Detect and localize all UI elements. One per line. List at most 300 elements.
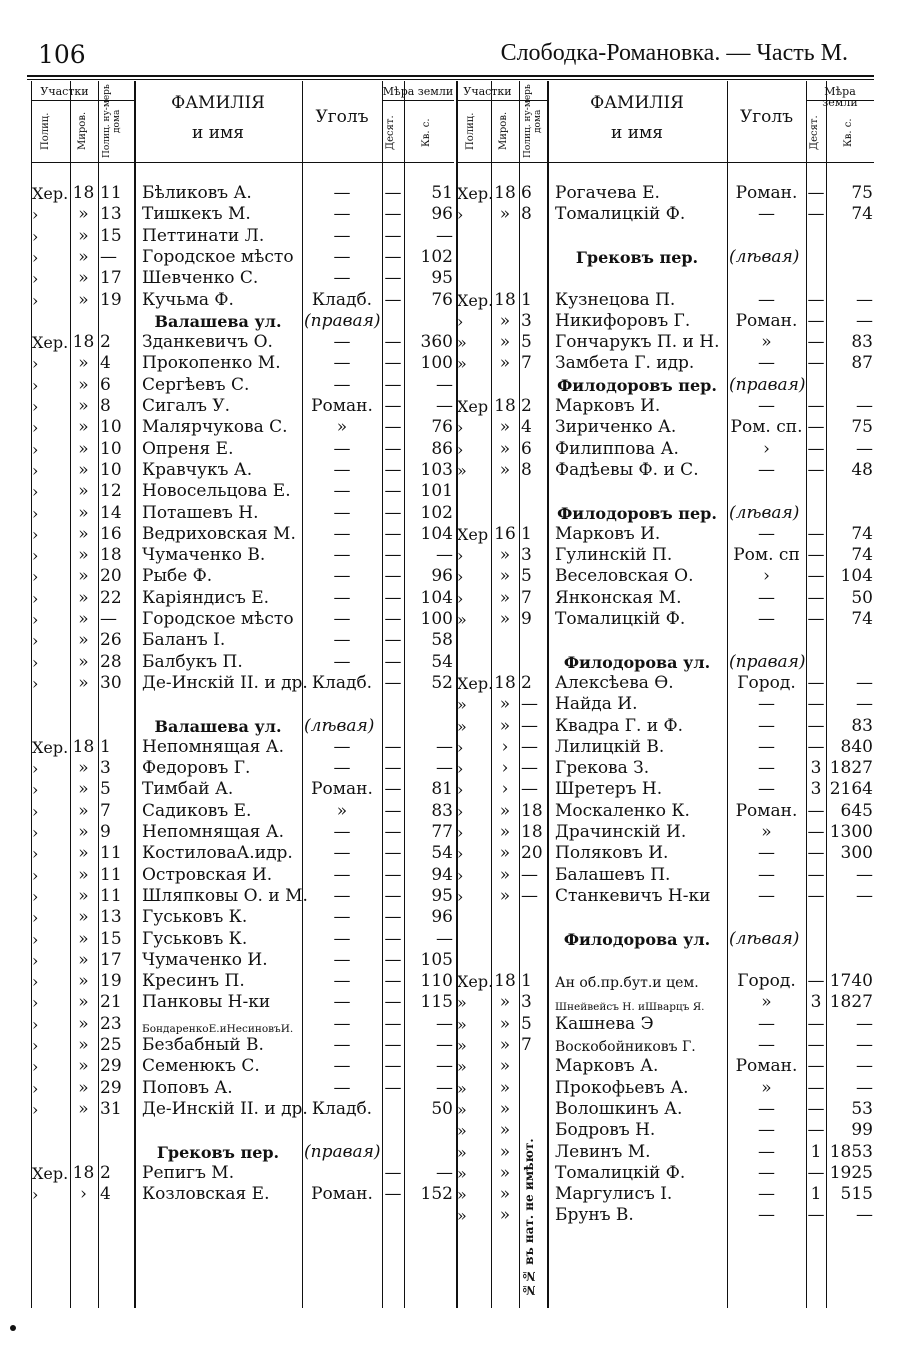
police-district: › xyxy=(457,865,464,885)
house-number: 9 xyxy=(100,822,111,842)
corner-value: › xyxy=(763,566,770,587)
resident-name: Поташевъ Н. xyxy=(142,502,259,523)
house-number: 22 xyxy=(100,587,122,608)
corner-value: — xyxy=(333,502,351,523)
corner-value: — xyxy=(758,864,775,885)
corner-value: Роман. xyxy=(735,800,798,821)
police-district: › xyxy=(32,1014,39,1034)
corner-value: » xyxy=(761,822,772,842)
resident-name: Фадѣевы Ф. и С. xyxy=(555,459,699,480)
police-district: Хер. xyxy=(457,184,494,203)
desyatina-value: — xyxy=(384,396,402,416)
left-header-uchastki: Участки xyxy=(40,85,89,98)
left-section-title: Валашева ул. xyxy=(154,716,282,736)
magistrate-district: » xyxy=(499,204,511,225)
desyatina-value: — xyxy=(807,715,825,736)
resident-name: Прокофьевъ А. xyxy=(555,1077,689,1098)
magistrate-district: » xyxy=(499,694,511,715)
corner-value: — xyxy=(333,630,351,651)
magistrate-district: » xyxy=(78,545,89,566)
sq-sazhen-value: — xyxy=(436,758,453,779)
resident-name: Поповъ А. xyxy=(142,1077,233,1098)
resident-name: Ведриховская М. xyxy=(142,523,296,544)
house-number: 19 xyxy=(100,971,122,992)
resident-name: Шевченко С. xyxy=(142,268,259,289)
right-column-rule xyxy=(519,81,520,1308)
sq-sazhen-value: 1853 xyxy=(829,1141,873,1162)
right-header-desyat: Десят. xyxy=(809,115,820,151)
sq-sazhen-value: — xyxy=(436,1077,453,1098)
resident-name: Бѣликовъ А. xyxy=(142,183,252,203)
desyatina-value: — xyxy=(807,822,825,842)
corner-value: — xyxy=(333,268,351,289)
resident-name: Балбукъ П. xyxy=(142,651,243,672)
police-district: › xyxy=(32,226,39,246)
house-number: 11 xyxy=(100,885,122,906)
sq-sazhen-value: — xyxy=(856,289,873,310)
page-header xyxy=(0,40,900,72)
house-number: 7 xyxy=(100,800,111,821)
corner-value: — xyxy=(333,1077,351,1098)
sq-sazhen-value: 52 xyxy=(431,672,453,693)
resident-name: Веселовская О. xyxy=(555,566,694,587)
police-district: Хер. xyxy=(32,737,69,757)
resident-name: Островская И. xyxy=(142,864,273,885)
desyatina-value: — xyxy=(384,1077,402,1098)
police-district: Хер xyxy=(457,524,489,544)
corner-value: — xyxy=(333,204,351,225)
house-number: 5 xyxy=(521,332,532,353)
desyatina-value: — xyxy=(807,800,825,821)
sq-sazhen-value: 104 xyxy=(840,566,873,587)
resident-name: Прокопенко М. xyxy=(142,353,281,374)
resident-name: Томалицкій Ф. xyxy=(555,204,686,225)
desyatina-value: — xyxy=(384,928,402,949)
house-number: — xyxy=(521,758,538,779)
left-section-title: Валашева ул. xyxy=(154,311,282,331)
corner-value: » xyxy=(761,332,772,353)
police-district: › xyxy=(32,418,39,438)
police-district: » xyxy=(457,993,467,1013)
house-number: — xyxy=(521,779,538,800)
right-header-polits: Полиц. xyxy=(465,112,476,150)
magistrate-district: » xyxy=(78,396,89,416)
police-district: › xyxy=(32,290,39,310)
house-number: 18 xyxy=(100,545,122,566)
desyatina-value: — xyxy=(384,1056,402,1077)
resident-name: Кравчукъ А. xyxy=(142,459,253,480)
police-district: › xyxy=(32,759,39,779)
desyatina-value: — xyxy=(807,353,825,374)
desyatina-value: — xyxy=(807,183,825,203)
house-number: — xyxy=(521,736,538,757)
desyatina-value: — xyxy=(384,864,402,885)
sq-sazhen-value: 50 xyxy=(851,587,873,608)
resident-name: Кузнецова П. xyxy=(555,289,676,310)
house-number: 8 xyxy=(100,396,111,416)
desyatina-value: — xyxy=(384,736,402,757)
desyatina-value: — xyxy=(384,907,402,928)
police-district: Хер. xyxy=(457,290,494,310)
police-district: › xyxy=(32,865,39,885)
sq-sazhen-value: 1740 xyxy=(829,971,873,992)
resident-name: Городское мѣсто xyxy=(142,609,294,629)
magistrate-district: » xyxy=(78,353,89,374)
sq-sazhen-value: 95 xyxy=(431,885,453,906)
police-district: › xyxy=(32,546,39,566)
police-district: » xyxy=(457,695,467,715)
desyatina-value: — xyxy=(384,822,402,842)
police-district: › xyxy=(32,205,39,225)
desyatina-value: — xyxy=(384,523,402,544)
desyatina-value: — xyxy=(384,949,402,970)
corner-value: » xyxy=(761,992,772,1013)
resident-name: Рогачева Е. xyxy=(555,183,660,203)
police-district: › xyxy=(32,823,39,842)
sq-sazhen-value: 76 xyxy=(431,417,453,438)
desyatina-value: — xyxy=(384,779,402,800)
house-number: — xyxy=(100,246,117,267)
corner-value: — xyxy=(758,289,775,310)
magistrate-district: » xyxy=(499,332,511,353)
sq-sazhen-value: 83 xyxy=(431,800,453,821)
resident-name: Опреня Е. xyxy=(142,438,234,459)
police-district: › xyxy=(32,780,39,800)
corner-value: — xyxy=(333,523,351,544)
sq-sazhen-value: 95 xyxy=(431,268,453,289)
corner-value: » xyxy=(336,800,348,821)
corner-value: — xyxy=(333,907,351,928)
corner-value: — xyxy=(333,758,351,779)
desyatina-value: — xyxy=(384,1035,402,1055)
magistrate-district: » xyxy=(78,800,89,821)
desyatina-value: — xyxy=(807,1162,825,1183)
resident-name: Репигъ М. xyxy=(142,1162,235,1183)
police-district: » xyxy=(457,1121,467,1141)
corner-value: — xyxy=(333,246,351,267)
right-section-side: (правая) xyxy=(729,374,806,395)
magistrate-district: » xyxy=(78,1077,89,1098)
corner-value: — xyxy=(758,523,775,544)
magistrate-district: » xyxy=(78,587,89,608)
magistrate-district: » xyxy=(499,1184,511,1205)
house-number: 2 xyxy=(521,396,532,416)
sq-sazhen-value: 76 xyxy=(431,289,453,310)
corner-value: Роман. xyxy=(311,779,373,800)
corner-value: Ром. сп. xyxy=(730,417,803,438)
corner-value: — xyxy=(758,1098,775,1119)
police-district: › xyxy=(457,844,464,864)
police-district: › xyxy=(32,631,39,651)
magistrate-district: » xyxy=(499,992,511,1013)
resident-name: Никифоровъ Г. xyxy=(555,310,691,331)
sq-sazhen-value: 110 xyxy=(420,971,453,992)
resident-name: Панковы Н-ки xyxy=(142,992,271,1013)
desyatina-value: — xyxy=(807,1205,825,1226)
police-district: › xyxy=(32,993,39,1013)
house-number: 12 xyxy=(100,481,122,502)
sq-sazhen-value: 102 xyxy=(420,246,453,267)
house-number: 29 xyxy=(100,1077,122,1098)
sq-sazhen-value: 81 xyxy=(431,779,453,800)
police-district: › xyxy=(457,759,464,779)
right-header-house-number: Полиц. ну-мерь дома xyxy=(523,84,543,158)
sq-sazhen-value: 99 xyxy=(851,1120,873,1141)
sq-sazhen-value: 96 xyxy=(431,566,453,587)
magistrate-district: » xyxy=(78,1056,89,1077)
magistrate-district: › xyxy=(80,1184,87,1205)
right-section-title: Филодоровъ пер. xyxy=(557,375,717,395)
police-district: › xyxy=(32,801,39,821)
resident-name: Балашевъ П. xyxy=(555,864,671,885)
corner-value: — xyxy=(333,374,351,395)
house-number: 3 xyxy=(521,992,532,1013)
magistrate-district: » xyxy=(78,822,89,842)
resident-name: Гулинскій П. xyxy=(555,545,673,566)
house-number: 7 xyxy=(521,1035,532,1055)
top-rule xyxy=(27,75,874,77)
desyatina-value: — xyxy=(807,1035,825,1055)
resident-name: Шляпковы О. и М. xyxy=(142,885,308,906)
police-district: Хер. xyxy=(457,673,494,693)
magistrate-district: » xyxy=(499,843,511,864)
sq-sazhen-value: 74 xyxy=(851,204,873,225)
sq-sazhen-value: — xyxy=(436,1013,453,1034)
house-number: 31 xyxy=(100,1098,122,1119)
corner-value: — xyxy=(758,609,775,629)
left-header-polits: Полиц. xyxy=(40,112,51,150)
sq-sazhen-value: — xyxy=(856,438,873,459)
corner-value: — xyxy=(333,864,351,885)
police-district: › xyxy=(457,546,464,566)
resident-name: Сергѣевъ С. xyxy=(142,374,250,395)
magistrate-district: » xyxy=(78,481,89,502)
magistrate-district: » xyxy=(78,459,89,480)
resident-name: Москаленко К. xyxy=(555,800,690,821)
desyatina-value: — xyxy=(807,459,825,480)
desyatina-value: — xyxy=(384,545,402,566)
house-number: 23 xyxy=(100,1013,122,1034)
police-district: › xyxy=(32,886,39,906)
magistrate-district: » xyxy=(78,971,89,992)
desyatina-value: — xyxy=(807,843,825,864)
magistrate-district: » xyxy=(78,630,89,651)
desyatina-value: — xyxy=(807,204,825,225)
sq-sazhen-value: 75 xyxy=(851,183,873,203)
desyatina-value: — xyxy=(807,587,825,608)
corner-value: — xyxy=(333,353,351,374)
police-district: › xyxy=(457,588,464,608)
desyatina-value: — xyxy=(807,545,825,566)
magistrate-district: » xyxy=(499,1205,511,1226)
resident-name: БондаренкоЕ.иНесиновъИ. xyxy=(142,1022,294,1035)
police-district: › xyxy=(457,567,464,587)
police-district: Хер xyxy=(457,397,489,416)
corner-value: Роман. xyxy=(735,1056,798,1077)
desyatina-value: — xyxy=(384,204,402,225)
magistrate-district: 16 xyxy=(494,523,516,544)
sq-sazhen-value: — xyxy=(436,374,453,395)
resident-name: Гончарукъ П. и Н. xyxy=(555,332,720,353)
magistrate-district: 18 xyxy=(72,332,95,353)
police-district: › xyxy=(457,801,464,821)
magistrate-district: » xyxy=(78,1098,89,1119)
left-header-ugol: Уголъ xyxy=(315,107,369,127)
house-number: 30 xyxy=(100,672,122,693)
magistrate-district: » xyxy=(499,566,511,587)
resident-name: Непомнящая А. xyxy=(142,822,285,842)
magistrate-district: 18 xyxy=(494,971,516,992)
desyatina-value: — xyxy=(807,523,825,544)
magistrate-district: » xyxy=(499,864,511,885)
sq-sazhen-value: 2164 xyxy=(829,779,873,800)
right-section-side: (правая) xyxy=(729,651,806,672)
resident-name: Маргулисъ І. xyxy=(555,1184,673,1205)
magistrate-district: › xyxy=(501,736,509,757)
sq-sazhen-value: 1827 xyxy=(829,992,873,1013)
house-number: — xyxy=(521,715,538,736)
desyatina-value: — xyxy=(807,694,825,715)
house-number: 18 xyxy=(521,800,543,821)
desyatina-value: — xyxy=(384,843,402,864)
desyatina-value: — xyxy=(384,651,402,672)
corner-value: — xyxy=(758,758,775,779)
house-number: 28 xyxy=(100,651,122,672)
resident-name: Семенюкъ С. xyxy=(142,1056,260,1077)
magistrate-district: › xyxy=(501,758,509,779)
resident-name: Зданкевичъ О. xyxy=(142,332,273,353)
sq-sazhen-value: 360 xyxy=(420,332,453,353)
desyatina-value: — xyxy=(807,672,825,693)
sq-sazhen-value: 515 xyxy=(840,1184,873,1205)
resident-name: Ан об.пр.бут.и цем. xyxy=(555,975,699,992)
corner-value: — xyxy=(758,1141,775,1162)
left-header-mera: Мѣра земли xyxy=(382,85,454,98)
resident-name: Безбабный В. xyxy=(142,1035,264,1055)
house-number: 10 xyxy=(100,459,122,480)
magistrate-district: » xyxy=(78,204,89,225)
police-district: › xyxy=(32,524,39,544)
resident-name: Лилицкій В. xyxy=(555,736,665,757)
police-district: › xyxy=(32,673,39,693)
top-rule-thin xyxy=(27,79,874,80)
resident-name: Кашнева Э xyxy=(555,1013,654,1034)
resident-name: Козловская Е. xyxy=(142,1184,270,1205)
magistrate-district: » xyxy=(78,843,89,864)
house-number: — xyxy=(521,885,538,906)
resident-name: Янконская М. xyxy=(555,587,682,608)
left-header-i-imya: и имя xyxy=(191,123,244,143)
sq-sazhen-value: 103 xyxy=(420,459,453,480)
desyatina-value: — xyxy=(384,225,402,246)
desyatina-value: — xyxy=(384,630,402,651)
sq-sazhen-value: — xyxy=(856,1056,873,1077)
house-number: 1 xyxy=(100,736,111,757)
resident-name: Чумаченко И. xyxy=(142,949,268,970)
corner-value: Город. xyxy=(737,971,796,992)
sq-sazhen-value: 1827 xyxy=(829,758,873,779)
right-header-i-imya: и имя xyxy=(610,123,663,143)
magistrate-district: » xyxy=(78,566,89,587)
police-district: » xyxy=(457,1014,467,1034)
resident-name: Кресинъ П. xyxy=(142,971,245,992)
resident-name: Марковъ А. xyxy=(555,1056,659,1077)
house-number: 13 xyxy=(100,907,122,928)
house-number: 4 xyxy=(100,1184,111,1205)
sq-sazhen-value: 86 xyxy=(431,438,453,459)
sq-sazhen-value: — xyxy=(856,1013,873,1034)
sq-sazhen-value: — xyxy=(856,1077,873,1098)
sq-sazhen-value: 100 xyxy=(420,353,453,374)
sq-sazhen-value: 1300 xyxy=(829,822,873,842)
resident-name: Баланъ І. xyxy=(142,630,226,651)
magistrate-district: » xyxy=(499,310,511,331)
corner-value: — xyxy=(333,459,351,480)
police-district: › xyxy=(457,418,464,438)
resident-name: Драчинскій И. xyxy=(555,822,687,842)
house-number: 10 xyxy=(100,417,122,438)
resident-name: Федоровъ Г. xyxy=(142,758,251,779)
house-number: — xyxy=(521,864,538,885)
police-district: › xyxy=(32,950,39,970)
resident-name: Садиковъ Е. xyxy=(142,800,252,821)
police-district: » xyxy=(457,1142,467,1162)
right-section-side: (лѣвая) xyxy=(729,246,800,267)
magistrate-district: » xyxy=(78,672,89,693)
left-header-mirov: Миров. xyxy=(77,111,88,151)
house-number: 21 xyxy=(100,992,122,1013)
magistrate-district: 18 xyxy=(72,736,95,757)
corner-value: — xyxy=(333,992,351,1013)
police-district: › xyxy=(32,397,39,416)
corner-value: — xyxy=(758,843,775,864)
corner-value: Роман. xyxy=(311,1184,373,1205)
corner-value: — xyxy=(333,651,351,672)
desyatina-value: — xyxy=(807,310,825,331)
desyatina-value: — xyxy=(807,417,825,438)
house-number: 16 xyxy=(100,523,122,544)
sq-sazhen-value: 300 xyxy=(840,843,873,864)
desyatina-value: 1 xyxy=(810,1141,822,1162)
sq-sazhen-value: — xyxy=(856,694,873,715)
desyatina-value: — xyxy=(807,396,825,416)
desyatina-value: — xyxy=(384,609,402,629)
desyatina-value: — xyxy=(384,971,402,992)
sq-sazhen-value: — xyxy=(436,545,453,566)
corner-value: — xyxy=(333,587,351,608)
corner-value: — xyxy=(758,1162,775,1183)
sq-sazhen-value: 101 xyxy=(420,481,453,502)
magistrate-district: » xyxy=(78,949,89,970)
resident-name: Новосельцова Е. xyxy=(142,481,291,502)
corner-value: — xyxy=(333,545,351,566)
corner-value: — xyxy=(333,566,351,587)
police-district: » xyxy=(457,1057,467,1077)
desyatina-value: — xyxy=(384,1162,402,1183)
desyatina-value: 1 xyxy=(810,1184,822,1205)
corner-value: Кладб. xyxy=(311,1098,373,1119)
desyatina-value: — xyxy=(807,736,825,757)
magistrate-district: » xyxy=(78,928,89,949)
left-header-bottom-rule xyxy=(31,162,454,163)
corner-value: — xyxy=(333,885,351,906)
magistrate-district: » xyxy=(499,715,511,736)
left-column-rule xyxy=(98,81,99,1308)
magistrate-district: » xyxy=(499,1056,511,1077)
sq-sazhen-value: — xyxy=(436,1035,453,1055)
left-header-kv: Кв. с. xyxy=(421,118,432,148)
police-district: › xyxy=(32,247,39,267)
